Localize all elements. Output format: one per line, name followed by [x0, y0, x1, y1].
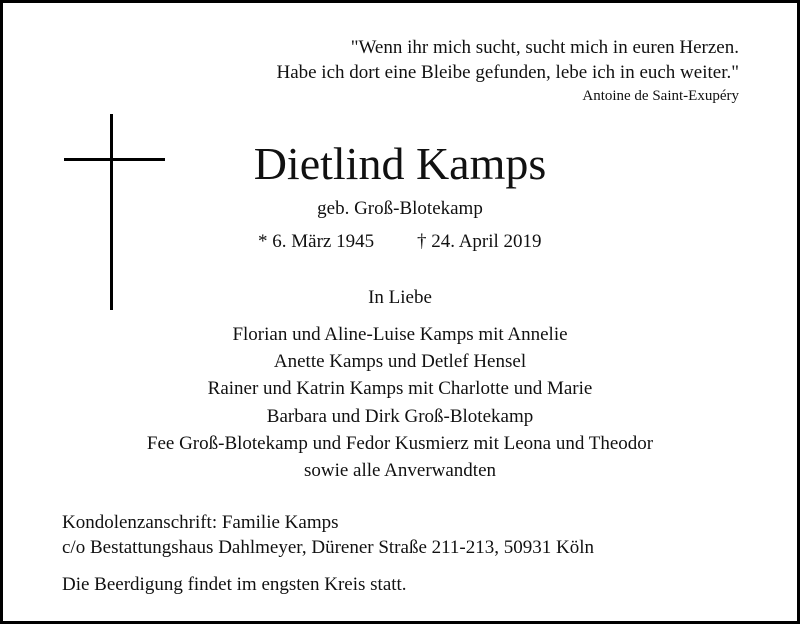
- condolence-address: [62, 510, 594, 560]
- condolence-line-2: c/o Bestattungshaus Dahlmeyer, Dürener Straße 211-213, 50931 Köln: [62, 537, 594, 558]
- deceased-name: Dietlind Kamps: [253, 138, 547, 189]
- mourners-intro: In Liebe: [368, 287, 432, 308]
- mourner-line: Anette Kamps und Detlef Hensel: [273, 351, 527, 373]
- mourner-line: Barbara und Dirk Groß-Blotekamp: [266, 405, 534, 427]
- mourner-line: Florian und Aline-Luise Kamps mit Annelie: [232, 324, 568, 345]
- mourners-list: [3, 321, 797, 484]
- quote-author: Antoine de Saint-Exupéry: [582, 88, 739, 104]
- funeral-note: Die Beerdigung findet im engsten Kreis statt.: [62, 574, 407, 595]
- condolence-line-1: Kondolenzanschrift: Familie Kamps: [62, 512, 339, 533]
- mourner-line: sowie alle Anverwandten: [303, 460, 497, 482]
- mourner-line: Rainer und Katrin Kamps mit Charlotte und Marie: [207, 378, 593, 400]
- mourner-line: Fee Groß-Blotekamp und Fedor Kusmierz mit Leona und Theodor: [146, 432, 654, 454]
- quote-line-2: Habe ich dort eine Bleibe gefunden, lebe ich in euch weiter.": [276, 62, 739, 83]
- birth-date: * 6. März 1945: [258, 231, 375, 252]
- birth-name: geb. Groß-Blotekamp: [317, 198, 483, 219]
- quote-line-1: "Wenn ihr mich sucht, sucht mich in euren Herzen.: [350, 37, 739, 58]
- death-date: † 24. April 2019: [417, 231, 542, 252]
